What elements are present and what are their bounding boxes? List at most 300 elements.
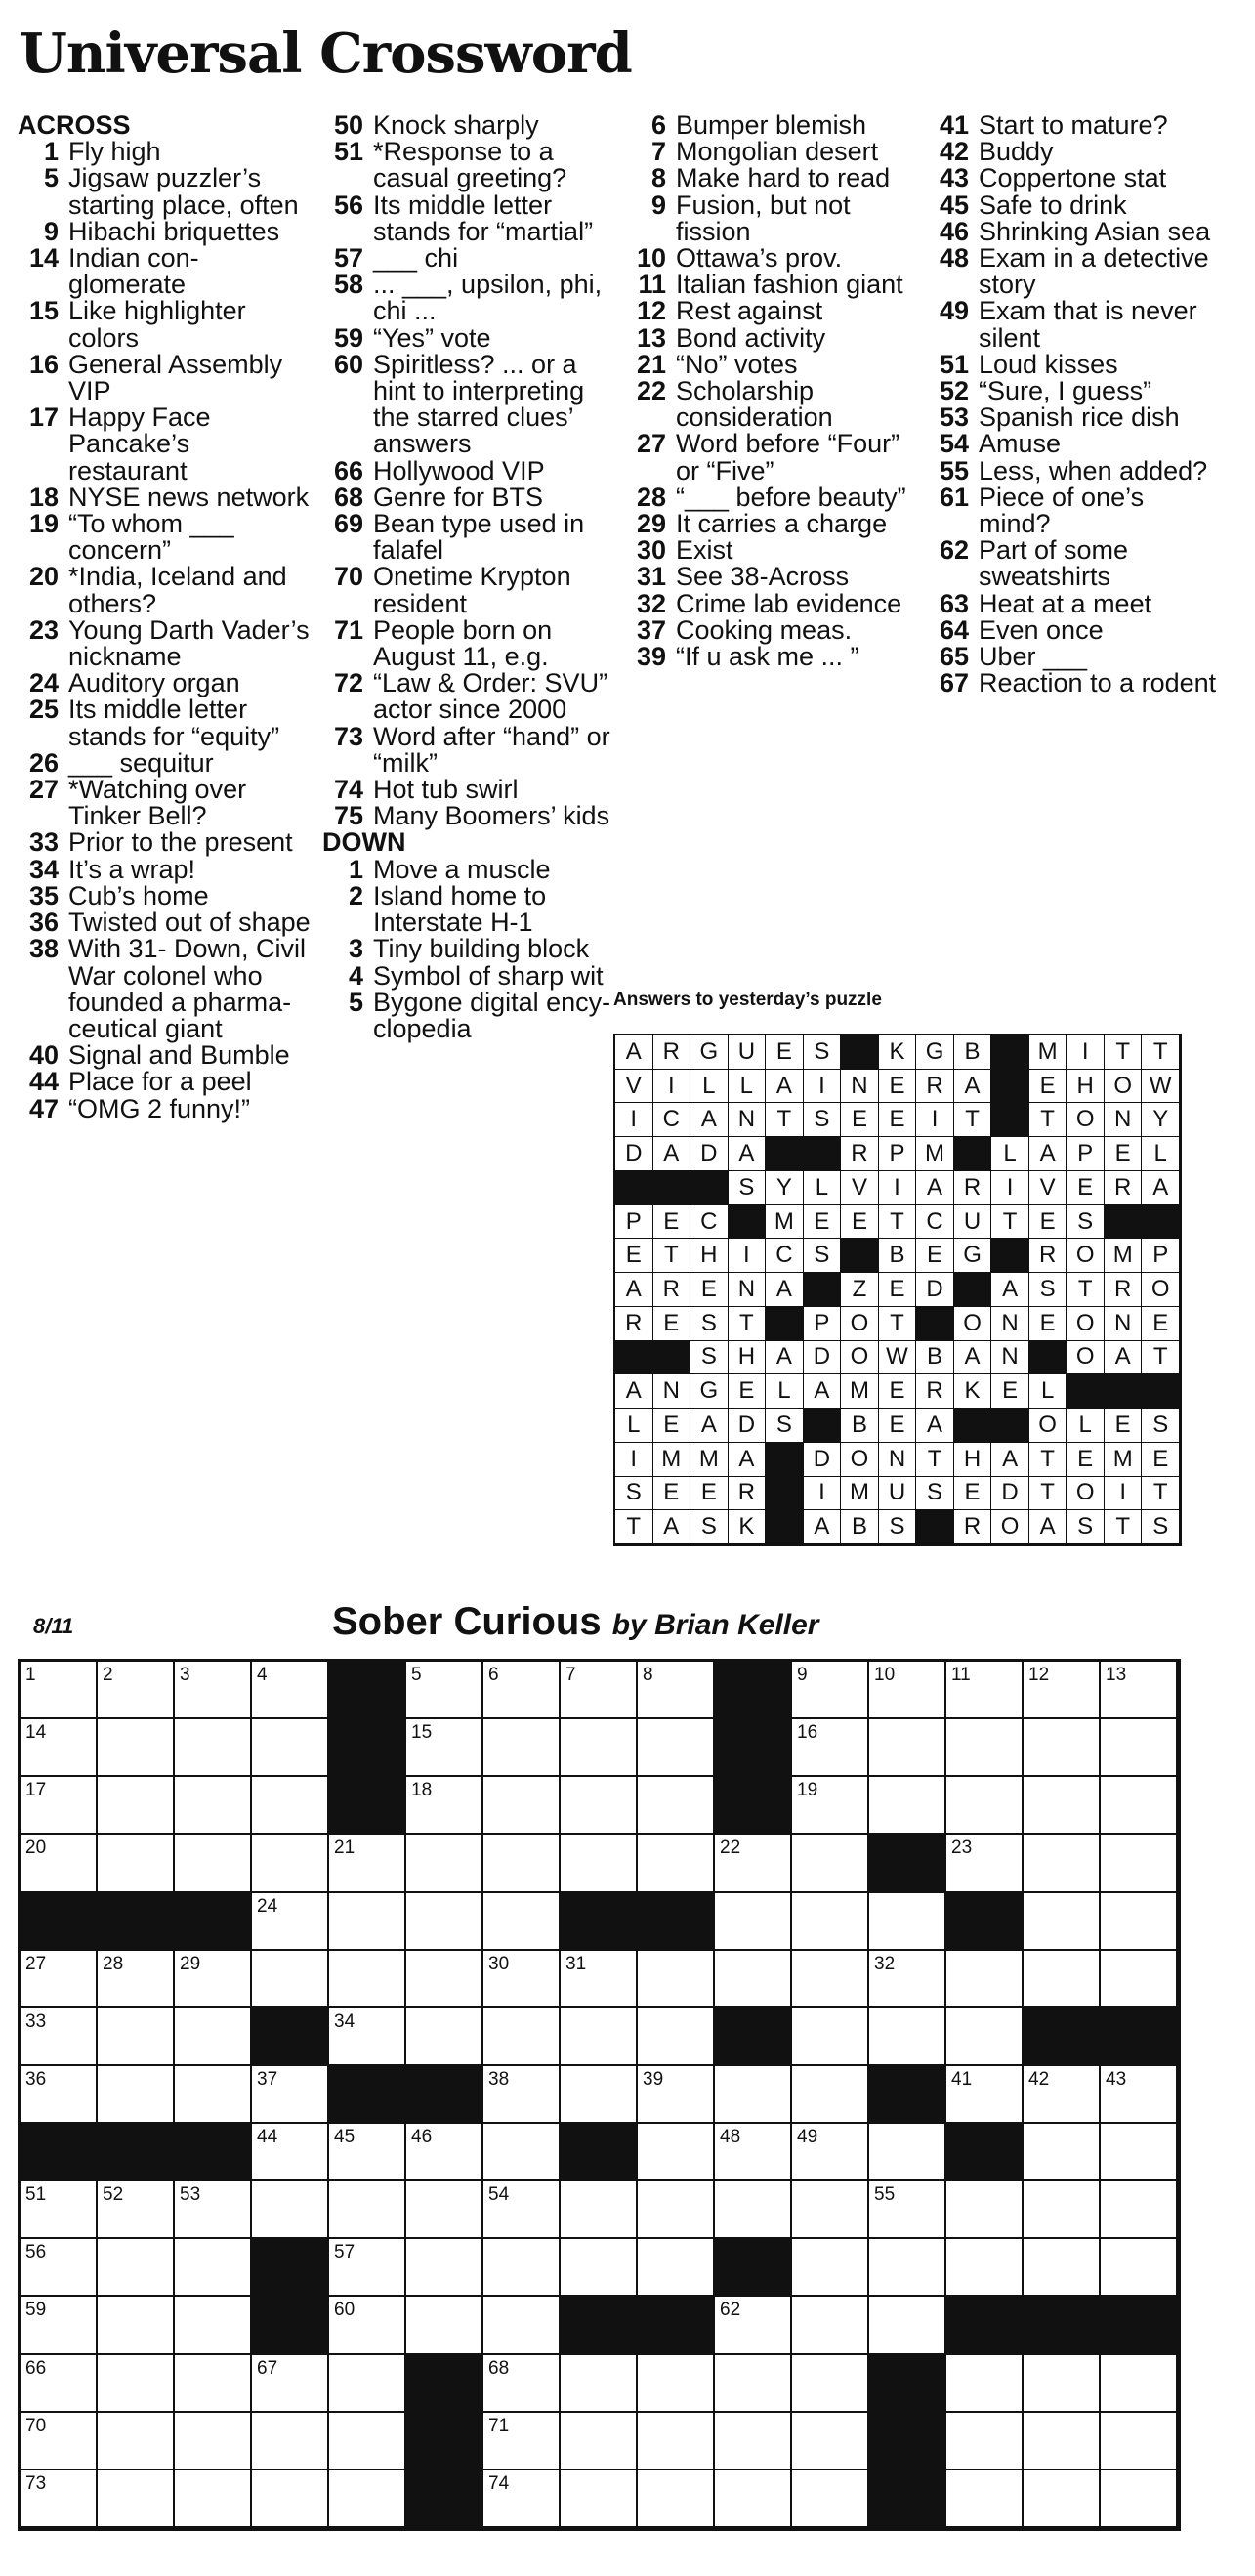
answer-letter-cell: E — [1029, 1307, 1067, 1341]
grid-cell[interactable] — [792, 2239, 869, 2297]
grid-cell[interactable] — [792, 2008, 869, 2066]
cell-number: 21 — [334, 1837, 356, 1859]
grid-cell[interactable] — [715, 2413, 792, 2470]
answer-letter-cell: B — [841, 1409, 879, 1443]
grid-cell[interactable] — [1101, 1835, 1178, 1892]
down-clue — [625, 644, 918, 670]
clue-number: 8 — [650, 163, 666, 193]
grid-cell[interactable] — [792, 2181, 869, 2239]
clue-number: 10 — [636, 243, 666, 274]
grid-cell[interactable] — [1024, 1777, 1101, 1835]
answer-letter-cell: E — [690, 1477, 729, 1511]
grid-cell[interactable] — [869, 2008, 946, 2066]
grid-cell[interactable] — [638, 2355, 715, 2413]
grid-cell[interactable] — [406, 2239, 483, 2297]
grid-cell[interactable] — [175, 1951, 252, 2008]
grid-cell[interactable] — [21, 2066, 98, 2124]
grid-cell[interactable] — [946, 2066, 1024, 2124]
grid-cell[interactable] — [483, 1777, 561, 1835]
clue-number: 58 — [333, 270, 363, 300]
clue-number: 23 — [28, 614, 59, 645]
clue-number: 51 — [939, 349, 969, 379]
grid-cell[interactable] — [561, 2008, 638, 2066]
answer-letter-cell: D — [804, 1443, 842, 1477]
grid-cell[interactable] — [792, 1719, 869, 1777]
grid-cell[interactable] — [252, 2413, 329, 2470]
clue-number: 63 — [939, 588, 969, 618]
grid-cell[interactable] — [638, 2008, 715, 2066]
grid-cell[interactable] — [98, 1662, 175, 1719]
grid-cell[interactable] — [638, 1951, 715, 2008]
grid-cell[interactable] — [252, 2355, 329, 2413]
grid-block-cell — [329, 1777, 406, 1835]
grid-cell[interactable] — [406, 2008, 483, 2066]
clue-text: Part of some sweatshirts — [979, 535, 1129, 592]
grid-cell[interactable] — [792, 1893, 869, 1951]
across-clue — [18, 829, 311, 856]
grid-cell[interactable] — [21, 2008, 98, 2066]
grid-cell[interactable] — [1024, 2181, 1101, 2239]
grid-cell[interactable] — [252, 1662, 329, 1719]
grid-cell[interactable] — [175, 1835, 252, 1892]
grid-cell[interactable] — [406, 1835, 483, 1892]
answer-letter-cell: A — [729, 1443, 767, 1477]
answer-letter-cell: S — [690, 1510, 729, 1544]
grid-cell[interactable] — [946, 1777, 1024, 1835]
clue-text: Rest against — [676, 296, 823, 326]
cell-number: 71 — [488, 2415, 510, 2436]
answer-letter-cell: I — [804, 1477, 842, 1511]
grid-cell[interactable] — [483, 2297, 561, 2354]
grid-cell[interactable] — [561, 2470, 638, 2528]
grid-cell[interactable] — [21, 1835, 98, 1892]
grid-cell[interactable] — [406, 2124, 483, 2181]
grid-cell[interactable] — [869, 1893, 946, 1951]
grid-cell[interactable] — [406, 1777, 483, 1835]
grid-cell[interactable] — [946, 1662, 1024, 1719]
grid-cell[interactable] — [792, 1662, 869, 1719]
answer-letter-cell: L — [766, 1374, 804, 1409]
grid-cell[interactable] — [483, 2181, 561, 2239]
grid-cell[interactable] — [406, 1662, 483, 1719]
grid-cell[interactable] — [638, 2239, 715, 2297]
answer-block-cell — [1142, 1205, 1180, 1240]
answer-letter-cell: O — [841, 1341, 879, 1375]
grid-cell[interactable] — [252, 1719, 329, 1777]
answer-letter-cell: O — [1105, 1070, 1143, 1104]
grid-cell[interactable] — [869, 2181, 946, 2239]
grid-cell[interactable] — [715, 2470, 792, 2528]
grid-cell[interactable] — [98, 2008, 175, 2066]
grid-cell[interactable] — [946, 2413, 1024, 2470]
grid-cell[interactable] — [329, 2297, 406, 2354]
grid-cell[interactable] — [483, 2239, 561, 2297]
cell-number: 11 — [951, 1665, 971, 1685]
grid-cell[interactable] — [175, 2413, 252, 2470]
grid-cell[interactable] — [869, 1777, 946, 1835]
grid-cell[interactable] — [1101, 1719, 1178, 1777]
grid-cell[interactable] — [1101, 2355, 1178, 2413]
answer-letter-cell: C — [690, 1205, 729, 1240]
grid-cell[interactable] — [483, 1951, 561, 2008]
grid-cell[interactable] — [946, 2355, 1024, 2413]
clue-number: 18 — [28, 482, 59, 512]
grid-cell[interactable] — [1101, 1777, 1178, 1835]
cell-number: 13 — [1106, 1665, 1127, 1685]
grid-cell[interactable] — [1101, 2124, 1178, 2181]
grid-cell[interactable] — [1024, 1893, 1101, 1951]
grid-cell[interactable] — [869, 1662, 946, 1719]
grid-cell[interactable] — [638, 1719, 715, 1777]
grid-cell[interactable] — [98, 1777, 175, 1835]
grid-cell[interactable] — [561, 2355, 638, 2413]
cell-number: 55 — [874, 2184, 896, 2206]
grid-cell[interactable] — [98, 1719, 175, 1777]
grid-cell[interactable] — [869, 2297, 946, 2354]
grid-cell[interactable] — [715, 2066, 792, 2124]
clue-text: Bumper blemish — [676, 110, 867, 140]
grid-cell[interactable] — [406, 2181, 483, 2239]
down-clue — [625, 537, 918, 564]
grid-cell[interactable] — [175, 1662, 252, 1719]
grid-cell[interactable] — [869, 1719, 946, 1777]
grid-cell[interactable] — [483, 1893, 561, 1951]
answer-letter-cell: U — [879, 1477, 917, 1511]
clue-text: ___ sequitur — [68, 747, 214, 778]
grid-cell[interactable] — [715, 2297, 792, 2354]
grid-cell[interactable] — [252, 1777, 329, 1835]
grid-cell[interactable] — [252, 2181, 329, 2239]
grid-block-cell — [1101, 2008, 1178, 2066]
grid-cell[interactable] — [175, 2066, 252, 2124]
grid-cell[interactable] — [252, 2470, 329, 2528]
grid-cell[interactable] — [638, 1777, 715, 1835]
cell-number: 6 — [488, 1665, 499, 1685]
clue-text: See 38-Across — [676, 562, 850, 592]
clue-number: 40 — [28, 1040, 59, 1071]
clue-number: 29 — [636, 509, 666, 539]
cell-number: 27 — [25, 1953, 47, 1974]
cell-number: 12 — [1028, 1665, 1050, 1685]
answer-letter-cell: T — [1029, 1477, 1067, 1511]
down-clue — [625, 482, 918, 512]
answer-letter-cell: M — [916, 1137, 954, 1171]
grid-cell[interactable] — [792, 2355, 869, 2413]
grid-cell[interactable] — [561, 2066, 638, 2124]
grid-cell[interactable] — [1101, 2181, 1178, 2239]
answer-letter-cell: T — [1067, 1273, 1105, 1307]
cell-number: 46 — [411, 2127, 433, 2148]
answer-letter-cell: N — [653, 1374, 691, 1409]
grid-cell[interactable] — [21, 2239, 98, 2297]
grid-cell[interactable] — [1024, 1951, 1101, 2008]
answer-letter-cell: A — [1105, 1341, 1143, 1375]
grid-cell[interactable] — [715, 1951, 792, 2008]
grid-cell[interactable] — [175, 1719, 252, 1777]
grid-cell[interactable] — [715, 2124, 792, 2181]
grid-cell[interactable] — [21, 2181, 98, 2239]
clue-text: Reaction to a rodent — [979, 668, 1217, 698]
answer-letter-cell: T — [991, 1205, 1029, 1240]
down-clue — [625, 564, 918, 590]
grid-cell[interactable] — [175, 2181, 252, 2239]
grid-cell[interactable] — [98, 1835, 175, 1892]
down-column-3 — [625, 112, 918, 670]
answer-block-cell — [954, 1273, 992, 1307]
grid-cell[interactable] — [1024, 2239, 1101, 2297]
across-clue — [18, 854, 311, 884]
grid-cell[interactable] — [1024, 2124, 1101, 2181]
grid-cell[interactable] — [175, 2239, 252, 2297]
grid-cell[interactable] — [1024, 1835, 1101, 1892]
clue-number: 51 — [333, 137, 363, 167]
answer-letter-cell: K — [879, 1035, 917, 1070]
grid-cell[interactable] — [329, 2470, 406, 2528]
grid-cell[interactable] — [946, 2239, 1024, 2297]
grid-cell[interactable] — [946, 1719, 1024, 1777]
across-clue — [18, 697, 311, 749]
grid-block-cell — [715, 2008, 792, 2066]
grid-cell[interactable] — [329, 2239, 406, 2297]
grid-cell[interactable] — [792, 2470, 869, 2528]
grid-cell[interactable] — [175, 2008, 252, 2066]
answer-letter-cell: L — [1029, 1374, 1067, 1409]
down-clue — [322, 854, 615, 884]
grid-cell[interactable] — [561, 2239, 638, 2297]
across-clue — [18, 1042, 311, 1069]
grid-cell[interactable] — [329, 2124, 406, 2181]
grid-cell[interactable] — [252, 1951, 329, 2008]
grid-cell[interactable] — [869, 1951, 946, 2008]
cell-number: 67 — [257, 2357, 278, 2379]
grid-cell[interactable] — [21, 1951, 98, 2008]
answer-letter-cell: C — [653, 1103, 691, 1137]
grid-cell[interactable] — [946, 2181, 1024, 2239]
grid-cell[interactable] — [252, 1893, 329, 1951]
across-clue — [322, 564, 615, 616]
down-clue — [625, 298, 918, 324]
across-clue — [18, 747, 311, 778]
answer-letter-cell: O — [1067, 1239, 1105, 1273]
clue-text: Signal and Bumble — [68, 1040, 290, 1071]
grid-cell[interactable] — [1024, 2470, 1101, 2528]
grid-cell[interactable] — [329, 2413, 406, 2470]
grid-cell[interactable] — [483, 1719, 561, 1777]
grid-cell[interactable] — [329, 2008, 406, 2066]
grid-cell[interactable] — [1024, 1719, 1101, 1777]
grid-cell[interactable] — [946, 2008, 1024, 2066]
grid-cell[interactable] — [175, 2297, 252, 2354]
grid-cell[interactable] — [715, 2355, 792, 2413]
grid-cell[interactable] — [329, 1893, 406, 1951]
grid-cell[interactable] — [638, 1835, 715, 1892]
grid-cell[interactable] — [175, 1777, 252, 1835]
grid-block-cell — [715, 2239, 792, 2297]
down-clue — [625, 245, 918, 272]
answer-letter-cell: T — [954, 1103, 992, 1137]
grid-cell[interactable] — [561, 1835, 638, 1892]
grid-block-cell — [1024, 2008, 1101, 2066]
grid-cell[interactable] — [561, 1719, 638, 1777]
grid-cell[interactable] — [21, 2355, 98, 2413]
puzzle-date: 8/11 — [33, 1614, 74, 1638]
grid-cell[interactable] — [792, 2413, 869, 2470]
grid-cell[interactable] — [1101, 2239, 1178, 2297]
grid-cell[interactable] — [1024, 1662, 1101, 1719]
answer-letter-cell: E — [1067, 1171, 1105, 1205]
grid-cell[interactable] — [1101, 1662, 1178, 1719]
across-clue — [18, 349, 311, 406]
grid-cell[interactable] — [638, 2181, 715, 2239]
clue-number: 1 — [43, 137, 59, 167]
grid-cell[interactable] — [329, 1951, 406, 2008]
grid-cell[interactable] — [561, 1951, 638, 2008]
grid-cell[interactable] — [561, 2413, 638, 2470]
grid-cell[interactable] — [1101, 1893, 1178, 1951]
grid-cell[interactable] — [1024, 2413, 1101, 2470]
grid-cell[interactable] — [638, 2066, 715, 2124]
grid-block-cell — [715, 1719, 792, 1777]
grid-cell[interactable] — [715, 1835, 792, 1892]
cell-number: 56 — [25, 2242, 47, 2263]
grid-block-cell — [406, 2470, 483, 2528]
grid-cell[interactable] — [638, 1662, 715, 1719]
clue-text: Happy Face Pancake’s restaurant — [68, 402, 211, 486]
grid-cell[interactable] — [483, 2124, 561, 2181]
grid-cell[interactable] — [1101, 2066, 1178, 2124]
grid-cell[interactable] — [21, 2297, 98, 2354]
answer-letter-cell: O — [1142, 1273, 1180, 1307]
grid-cell[interactable] — [792, 1777, 869, 1835]
clue-text: Young Darth Vader’s nickname — [68, 614, 310, 672]
across-clue — [322, 777, 615, 803]
grid-cell[interactable] — [483, 2008, 561, 2066]
clue-number: 57 — [333, 243, 363, 274]
grid-cell[interactable] — [869, 2239, 946, 2297]
grid-cell[interactable] — [483, 1662, 561, 1719]
grid-cell[interactable] — [792, 2124, 869, 2181]
grid-cell[interactable] — [869, 2124, 946, 2181]
grid-cell[interactable] — [1101, 1951, 1178, 2008]
grid-cell[interactable] — [638, 2124, 715, 2181]
grid-cell[interactable] — [638, 2413, 715, 2470]
clue-text: Word before “Four” or “Five” — [676, 429, 900, 486]
clue-number: 25 — [28, 695, 59, 725]
grid-cell[interactable] — [946, 2470, 1024, 2528]
grid-cell[interactable] — [946, 1951, 1024, 2008]
answer-letter-cell: N — [1105, 1103, 1143, 1137]
grid-cell[interactable] — [175, 2355, 252, 2413]
grid-cell[interactable] — [561, 1777, 638, 1835]
grid-cell[interactable] — [483, 2470, 561, 2528]
grid-cell[interactable] — [715, 2181, 792, 2239]
grid-cell[interactable] — [21, 2413, 98, 2470]
grid-block-cell — [561, 2124, 638, 2181]
answer-letter-cell: D — [729, 1409, 767, 1443]
across-clue — [18, 564, 311, 616]
grid-cell[interactable] — [946, 1835, 1024, 1892]
clue-text: Uber ___ — [979, 642, 1088, 672]
grid-cell[interactable] — [406, 2297, 483, 2354]
grid-cell[interactable] — [638, 2470, 715, 2528]
grid-cell[interactable] — [1024, 2355, 1101, 2413]
clue-text: Scholarship consideration — [676, 376, 833, 433]
grid-cell[interactable] — [21, 1719, 98, 1777]
grid-cell[interactable] — [98, 2181, 175, 2239]
grid-cell[interactable] — [252, 2066, 329, 2124]
grid-cell[interactable] — [329, 2355, 406, 2413]
clue-number: 39 — [636, 642, 666, 672]
grid-cell[interactable] — [561, 2181, 638, 2239]
answer-letter-cell: P — [1067, 1137, 1105, 1171]
clue-text: Genre for BTS — [373, 482, 544, 512]
grid-cell[interactable] — [252, 1835, 329, 1892]
grid-cell[interactable] — [98, 2355, 175, 2413]
answer-letter-cell: N — [991, 1341, 1029, 1375]
grid-cell[interactable] — [21, 1662, 98, 1719]
grid-cell[interactable] — [792, 2066, 869, 2124]
grid-cell[interactable] — [175, 2470, 252, 2528]
grid-cell[interactable] — [715, 1893, 792, 1951]
grid-cell[interactable] — [98, 1951, 175, 2008]
grid-cell[interactable] — [98, 2066, 175, 2124]
grid-cell[interactable] — [561, 1662, 638, 1719]
answer-block-cell — [804, 1137, 842, 1171]
grid-cell[interactable] — [329, 1835, 406, 1892]
grid-block-cell — [98, 2124, 175, 2181]
answer-letter-cell: A — [991, 1273, 1029, 1307]
grid-cell[interactable] — [329, 2181, 406, 2239]
clue-text: “OMG 2 funny!” — [68, 1093, 251, 1123]
clue-text: “Law & Order: SVU” actor since 2000 — [373, 668, 608, 725]
grid-cell[interactable] — [252, 2124, 329, 2181]
down-clue — [625, 322, 918, 353]
grid-cell[interactable] — [792, 1835, 869, 1892]
grid-cell[interactable] — [98, 2297, 175, 2354]
grid-cell[interactable] — [483, 1835, 561, 1892]
grid-cell[interactable] — [21, 2470, 98, 2528]
grid-cell[interactable] — [792, 2297, 869, 2354]
clue-number: 31 — [636, 562, 666, 592]
grid-cell[interactable] — [1024, 2066, 1101, 2124]
clue-text: Word after “hand” or “milk” — [373, 721, 610, 778]
down-clue — [928, 614, 1221, 645]
grid-cell[interactable] — [406, 1893, 483, 1951]
grid-cell[interactable] — [483, 2355, 561, 2413]
cell-number: 32 — [874, 1953, 896, 1974]
grid-cell[interactable] — [792, 1951, 869, 2008]
cell-number: 54 — [488, 2184, 510, 2206]
grid-cell[interactable] — [1101, 2413, 1178, 2470]
grid-cell[interactable] — [21, 1777, 98, 1835]
answer-letter-cell: E — [879, 1409, 917, 1443]
clue-number: 27 — [636, 429, 666, 459]
clue-number: 32 — [636, 588, 666, 618]
grid-cell[interactable] — [98, 2239, 175, 2297]
answer-letter-cell: I — [615, 1103, 653, 1137]
grid-cell[interactable] — [406, 1951, 483, 2008]
grid-cell[interactable] — [1101, 2470, 1178, 2528]
grid-cell[interactable] — [483, 2066, 561, 2124]
grid-cell[interactable] — [98, 2413, 175, 2470]
down-clue — [625, 588, 918, 618]
grid-cell[interactable] — [98, 2470, 175, 2528]
answer-letter-cell: A — [804, 1510, 842, 1544]
grid-block-cell — [406, 2355, 483, 2413]
grid-cell[interactable] — [483, 2413, 561, 2470]
grid-cell[interactable] — [406, 1719, 483, 1777]
clue-text: Place for a peel — [68, 1067, 252, 1097]
